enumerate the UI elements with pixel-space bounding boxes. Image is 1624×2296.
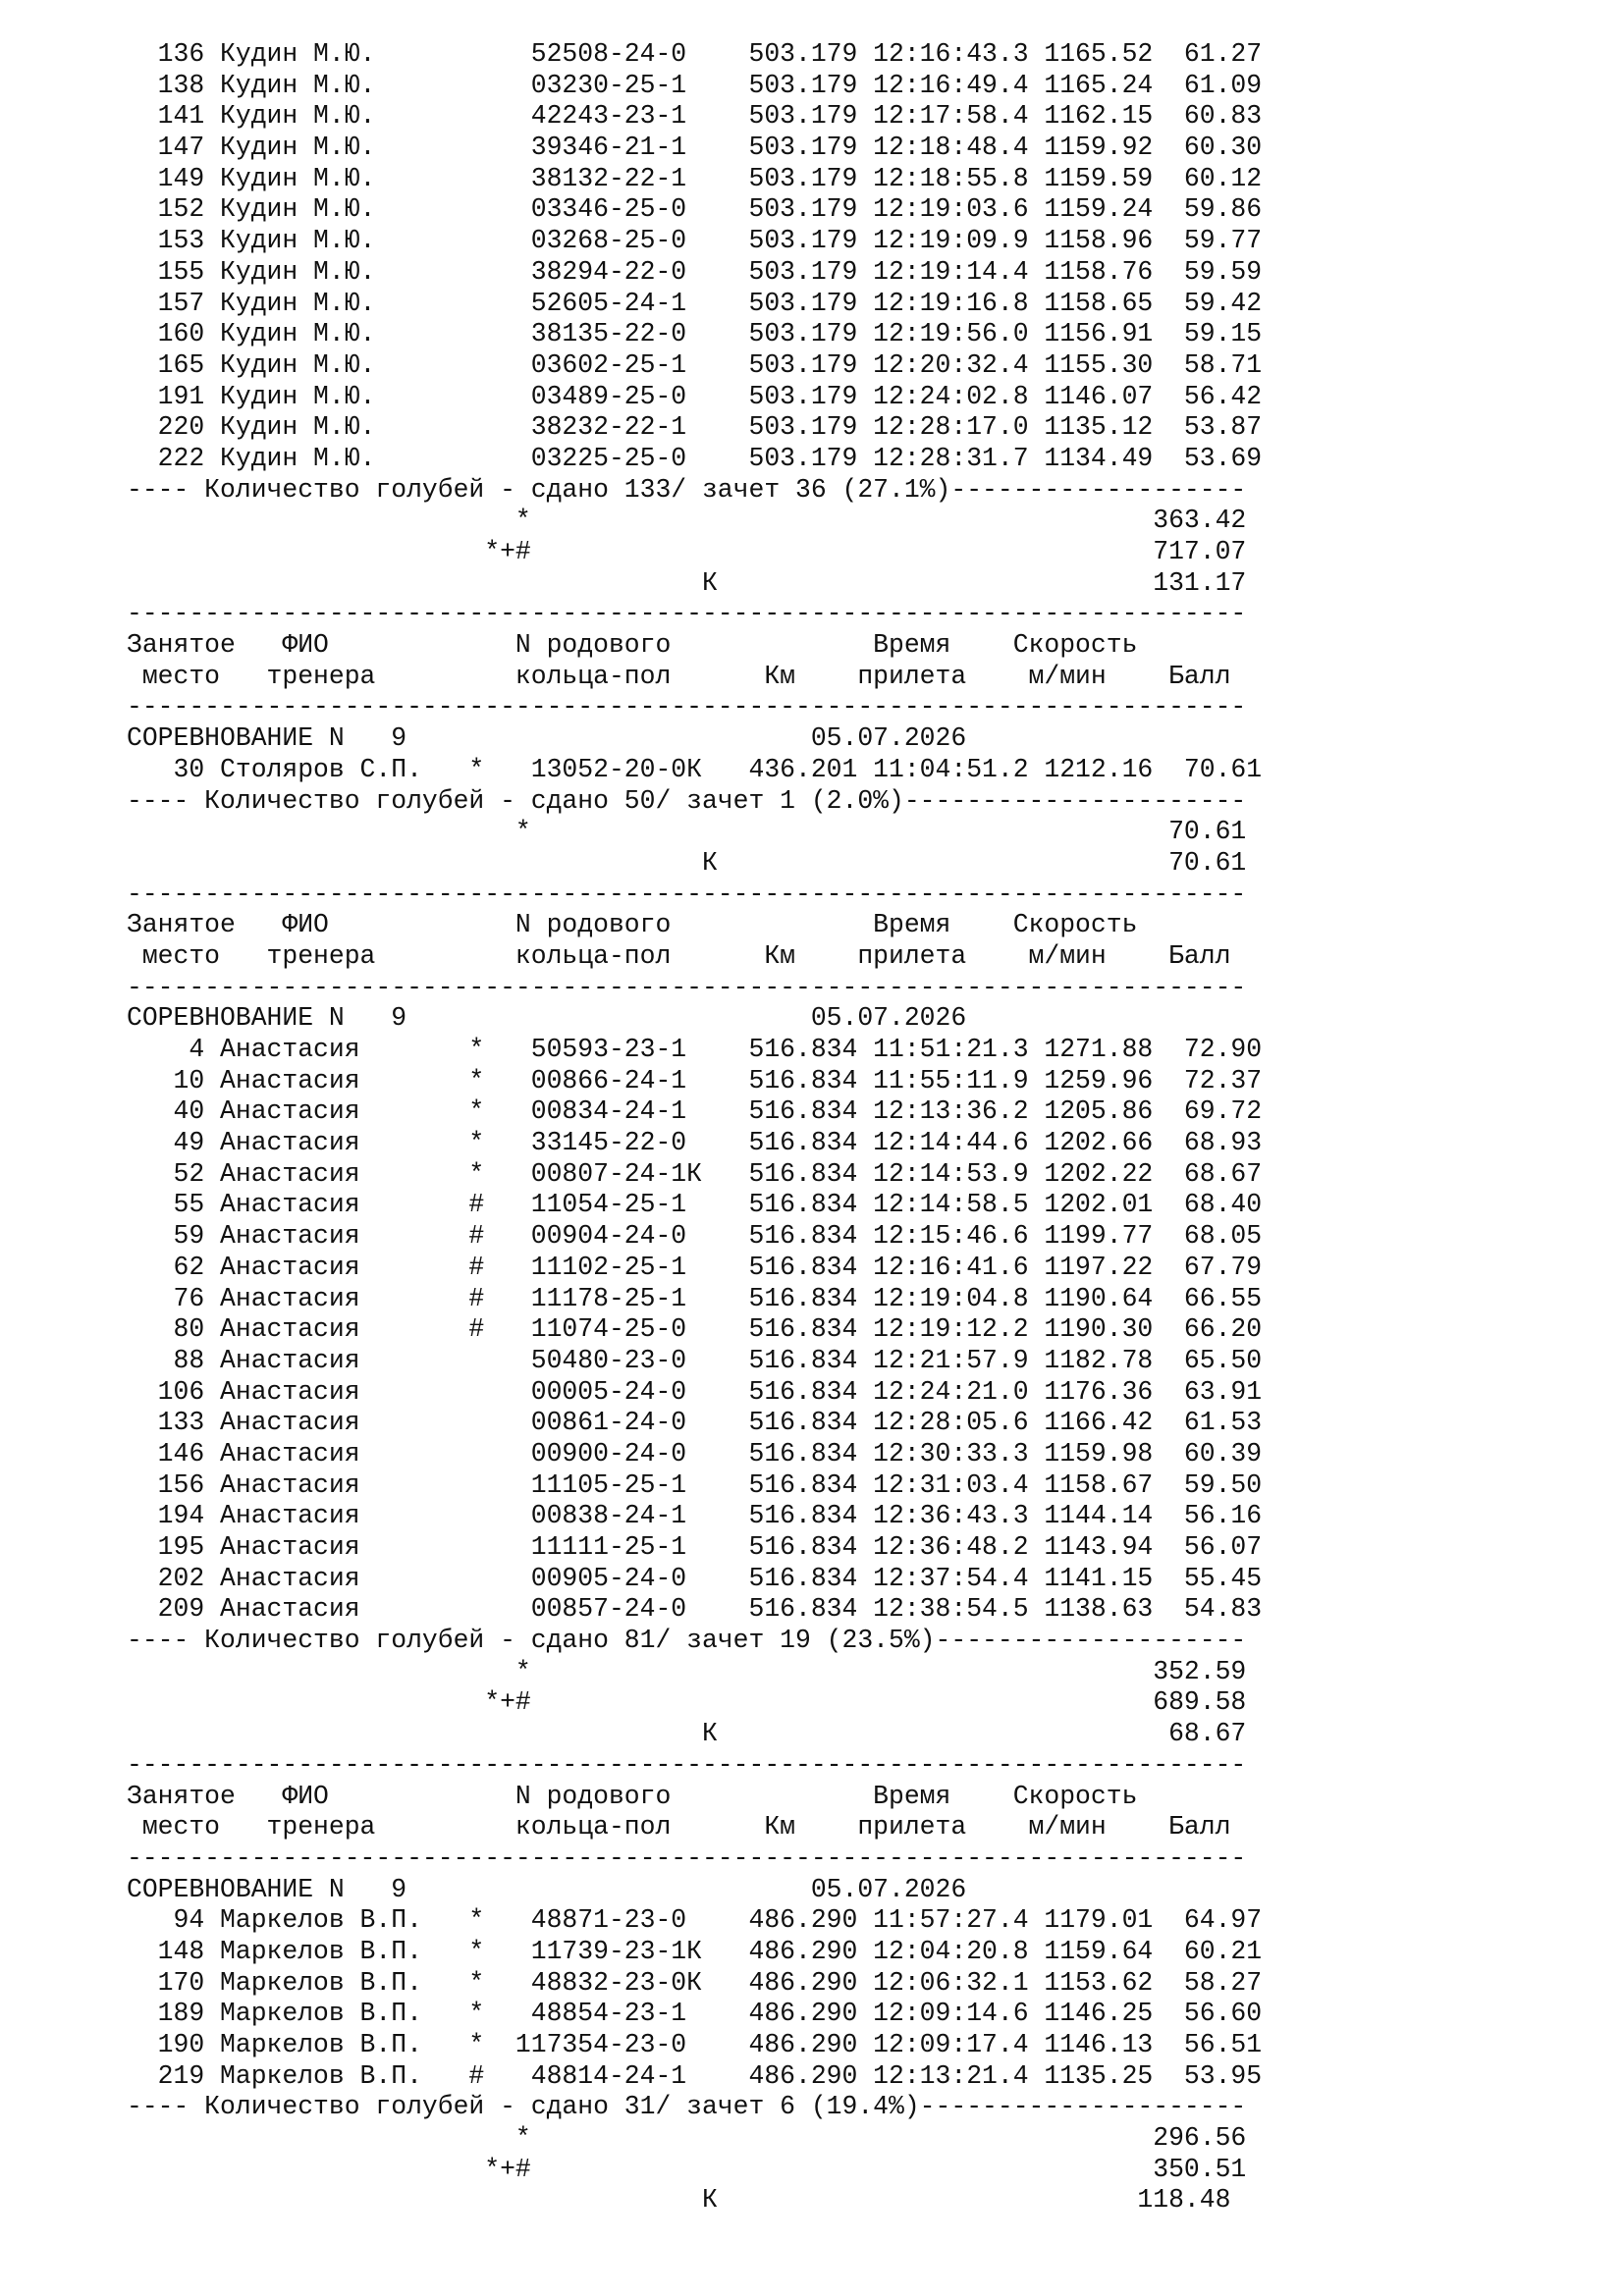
result-row: 62 Анастасия # 11102-25-1 516.834 12:16:41.6 1197.22 67.79	[127, 1252, 1263, 1282]
result-row: 4 Анастасия * 50593-23-1 516.834 11:51:21.3 1271.88 72.90	[127, 1035, 1263, 1064]
divider-line: ------------------------------------------------------------------------	[127, 1842, 1247, 1873]
total-row: *+# 350.51	[127, 2154, 1247, 2184]
total-row: *+# 717.07	[127, 537, 1247, 566]
result-row: 190 Маркелов В.П. * 117354-23-0 486.290 12:09:17.4 1146.13 56.51	[127, 2030, 1263, 2059]
total-row: К 70.61	[127, 847, 1247, 878]
total-row: * 296.56	[127, 2123, 1247, 2154]
result-row: 136 Кудин М.Ю. 52508-24-0 503.179 12:16:43.3 1165.52 61.27	[127, 39, 1263, 69]
result-row: 49 Анастасия * 33145-22-0 516.834 12:14:44.6 1202.66 68.93	[127, 1128, 1263, 1158]
result-row: 133 Анастасия 00861-24-0 516.834 12:28:05.6 1166.42 61.53	[127, 1408, 1263, 1438]
result-row: 156 Анастасия 11105-25-1 516.834 12:31:03.4 1158.67 59.50	[127, 1469, 1263, 1500]
result-row: 219 Маркелов В.П. # 48814-24-1 486.290 12:13:21.4 1135.25 53.95	[127, 2060, 1263, 2091]
result-row: 160 Кудин М.Ю. 38135-22-0 503.179 12:19:56.0 1156.91 59.15	[127, 319, 1263, 349]
result-row: 147 Кудин М.Ю. 39346-21-1 503.179 12:18:48.4 1159.92 60.30	[127, 133, 1263, 163]
competition-header: СОРЕВНОВАНИЕ N 9 05.07.2026	[127, 1874, 967, 1904]
column-header: место тренера кольца-пол Км прилета м/мин Балл	[127, 661, 1231, 691]
result-row: 40 Анастасия * 00834-24-1 516.834 12:13:36.2 1205.86 69.72	[127, 1096, 1263, 1127]
result-row: 55 Анастасия # 11054-25-1 516.834 12:14:58.5 1202.01 68.40	[127, 1190, 1263, 1220]
summary-row: ---- Количество голубей - сдано 50/ зачет 1 (2.0%)----------------------	[127, 785, 1247, 816]
result-row: 222 Кудин М.Ю. 03225-25-0 503.179 12:28:31.7 1134.49 53.69	[127, 443, 1263, 473]
column-header: Занятое ФИО N родового Время Скорость	[127, 630, 1138, 661]
summary-row: ---- Количество голубей - сдано 133/ зачет 36 (27.1%)-------------------	[127, 474, 1247, 505]
result-row: 149 Кудин М.Ю. 38132-22-1 503.179 12:18:55.8 1159.59 60.12	[127, 163, 1263, 193]
total-row: К 131.17	[127, 567, 1247, 598]
result-row: 202 Анастасия 00905-24-0 516.834 12:37:54.4 1141.15 55.45	[127, 1563, 1263, 1593]
competition-header: СОРЕВНОВАНИЕ N 9 05.07.2026	[127, 723, 967, 754]
column-header: место тренера кольца-пол Км прилета м/мин Балл	[127, 1812, 1231, 1842]
result-row: 59 Анастасия # 00904-24-0 516.834 12:15:46.6 1199.77 68.05	[127, 1221, 1263, 1252]
result-row: 152 Кудин М.Ю. 03346-25-0 503.179 12:19:03.6 1159.24 59.86	[127, 194, 1263, 225]
race-results-report	[127, 39, 1262, 2216]
divider-line: ------------------------------------------------------------------------	[127, 972, 1247, 1002]
result-row: 30 Столяров С.П. * 13052-20-0К 436.201 11:04:51.2 1212.16 70.61	[127, 754, 1263, 784]
result-row: 209 Анастасия 00857-24-0 516.834 12:38:54.5 1138.63 54.83	[127, 1594, 1263, 1625]
result-row: 146 Анастасия 00900-24-0 516.834 12:30:33.3 1159.98 60.39	[127, 1438, 1263, 1468]
result-row: 106 Анастасия 00005-24-0 516.834 12:24:21.0 1176.36 63.91	[127, 1376, 1263, 1407]
total-row: * 70.61	[127, 817, 1247, 847]
result-row: 76 Анастасия # 11178-25-1 516.834 12:19:04.8 1190.64 66.55	[127, 1283, 1263, 1313]
result-row: 94 Маркелов В.П. * 48871-23-0 486.290 11:57:27.4 1179.01 64.97	[127, 1905, 1263, 1936]
result-row: 155 Кудин М.Ю. 38294-22-0 503.179 12:19:14.4 1158.76 59.59	[127, 256, 1263, 287]
competition-header: СОРЕВНОВАНИЕ N 9 05.07.2026	[127, 1003, 967, 1034]
total-row: * 363.42	[127, 506, 1247, 536]
result-row: 165 Кудин М.Ю. 03602-25-1 503.179 12:20:32.4 1155.30 58.71	[127, 349, 1263, 380]
result-row: 80 Анастасия # 11074-25-0 516.834 12:19:12.2 1190.30 66.20	[127, 1314, 1263, 1345]
divider-line: ------------------------------------------------------------------------	[127, 879, 1247, 909]
result-row: 170 Маркелов В.П. * 48832-23-0К 486.290 12:06:32.1 1153.62 58.27	[127, 1967, 1263, 1998]
divider-line: ------------------------------------------------------------------------	[127, 599, 1247, 629]
result-row: 10 Анастасия * 00866-24-1 516.834 11:55:11.9 1259.96 72.37	[127, 1065, 1263, 1095]
result-row: 148 Маркелов В.П. * 11739-23-1К 486.290 12:04:20.8 1159.64 60.21	[127, 1936, 1263, 1966]
total-row: * 352.59	[127, 1656, 1247, 1686]
result-row: 153 Кудин М.Ю. 03268-25-0 503.179 12:19:09.9 1158.96 59.77	[127, 226, 1263, 256]
column-header: Занятое ФИО N родового Время Скорость	[127, 910, 1138, 940]
result-row: 220 Кудин М.Ю. 38232-22-1 503.179 12:28:17.0 1135.12 53.87	[127, 412, 1263, 443]
total-row: К 68.67	[127, 1719, 1247, 1749]
result-row: 52 Анастасия * 00807-24-1К 516.834 12:14:53.9 1202.22 68.67	[127, 1158, 1263, 1189]
divider-line: ------------------------------------------------------------------------	[127, 692, 1247, 722]
result-row: 88 Анастасия 50480-23-0 516.834 12:21:57.9 1182.78 65.50	[127, 1345, 1263, 1375]
result-row: 157 Кудин М.Ю. 52605-24-1 503.179 12:19:16.8 1158.65 59.42	[127, 288, 1263, 318]
result-row: 191 Кудин М.Ю. 03489-25-0 503.179 12:24:02.8 1146.07 56.42	[127, 381, 1263, 411]
result-row: 195 Анастасия 11111-25-1 516.834 12:36:48.2 1143.94 56.07	[127, 1532, 1263, 1562]
result-row: 138 Кудин М.Ю. 03230-25-1 503.179 12:16:49.4 1165.24 61.09	[127, 70, 1263, 100]
result-row: 194 Анастасия 00838-24-1 516.834 12:36:43.3 1144.14 56.16	[127, 1501, 1263, 1531]
result-row: 141 Кудин М.Ю. 42243-23-1 503.179 12:17:58.4 1162.15 60.83	[127, 101, 1263, 132]
summary-row: ---- Количество голубей - сдано 31/ зачет 6 (19.4%)---------------------	[127, 2092, 1247, 2122]
total-row: К 118.48	[127, 2185, 1231, 2216]
divider-line: ------------------------------------------------------------------------	[127, 1749, 1247, 1780]
column-header: Занятое ФИО N родового Время Скорость	[127, 1781, 1138, 1811]
total-row: *+# 689.58	[127, 1687, 1247, 1718]
summary-row: ---- Количество голубей - сдано 81/ зачет 19 (23.5%)--------------------	[127, 1626, 1247, 1656]
column-header: место тренера кольца-пол Км прилета м/мин Балл	[127, 940, 1231, 971]
result-row: 189 Маркелов В.П. * 48854-23-1 486.290 12:09:14.6 1146.25 56.60	[127, 1999, 1263, 2029]
